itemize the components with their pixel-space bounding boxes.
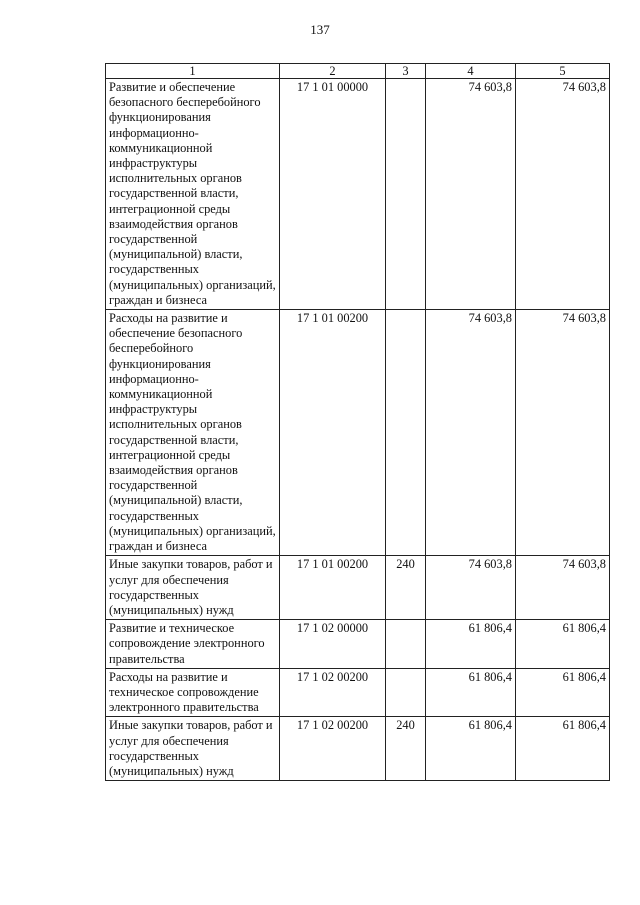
row-type-cell [386,668,426,717]
column-header-3: 3 [386,64,426,79]
column-header-5: 5 [516,64,610,79]
column-header-4: 4 [426,64,516,79]
row-code-cell: 17 1 02 00000 [280,620,386,669]
table-row [106,668,610,717]
row-name-cell: Иные закупки товаров, работ и услуг для обеспечения государственных (муниципальных) нужд [106,717,280,781]
row-amount1-cell: 61 806,4 [426,620,516,669]
row-amount2-cell: 61 806,4 [516,620,610,669]
row-code-cell: 17 1 02 00200 [280,668,386,717]
row-amount1-cell: 74 603,8 [426,79,516,310]
row-amount1-cell: 74 603,8 [426,556,516,620]
row-amount1-cell: 61 806,4 [426,668,516,717]
table-row [106,620,610,669]
row-code-cell: 17 1 01 00200 [280,556,386,620]
column-header-1: 1 [106,64,280,79]
table-row [106,717,610,781]
row-amount1-cell: 61 806,4 [426,717,516,781]
row-amount1-cell: 74 603,8 [426,310,516,556]
row-name-cell: Развитие и техническое сопровождение электронного правительства [106,620,280,669]
column-header-2: 2 [280,64,386,79]
row-code-cell: 17 1 02 00200 [280,717,386,781]
row-name-cell: Расходы на развитие и техническое сопровождение электронного правительства [106,668,280,717]
table-row [106,556,610,620]
page-number: 137 [310,22,330,37]
row-type-cell: 240 [386,717,426,781]
row-type-cell: 240 [386,556,426,620]
table-row [106,79,610,310]
row-amount2-cell: 61 806,4 [516,717,610,781]
row-amount2-cell: 74 603,8 [516,310,610,556]
row-name-cell: Развитие и обеспечение безопасного бесперебойного функционирования информационно-коммуникационной инфраструктуры исполнительных органов государственной власти, интеграционной среды взаимодействия органов государственной (муниципальной) власти, государственных (муниципальных) организаций, граждан и бизнеса [106,79,280,310]
row-name-cell: Расходы на развитие и обеспечение безопасного бесперебойного функционирования информационно-коммуникационной инфраструктуры исполнительных органов государственной власти, интеграционной среды взаимодействия органов государственной (муниципальной) власти, государственных (муниципальных) организаций, граждан и бизнеса [106,310,280,556]
row-amount2-cell: 61 806,4 [516,668,610,717]
row-name-cell: Иные закупки товаров, работ и услуг для обеспечения государственных (муниципальных) нужд [106,556,280,620]
row-amount2-cell: 74 603,8 [516,556,610,620]
row-amount2-cell: 74 603,8 [516,79,610,310]
row-code-cell: 17 1 01 00000 [280,79,386,310]
row-code-cell: 17 1 01 00200 [280,310,386,556]
table-header-row [106,64,610,79]
budget-table [105,63,610,781]
row-type-cell [386,620,426,669]
row-type-cell [386,79,426,310]
table-row [106,310,610,556]
row-type-cell [386,310,426,556]
